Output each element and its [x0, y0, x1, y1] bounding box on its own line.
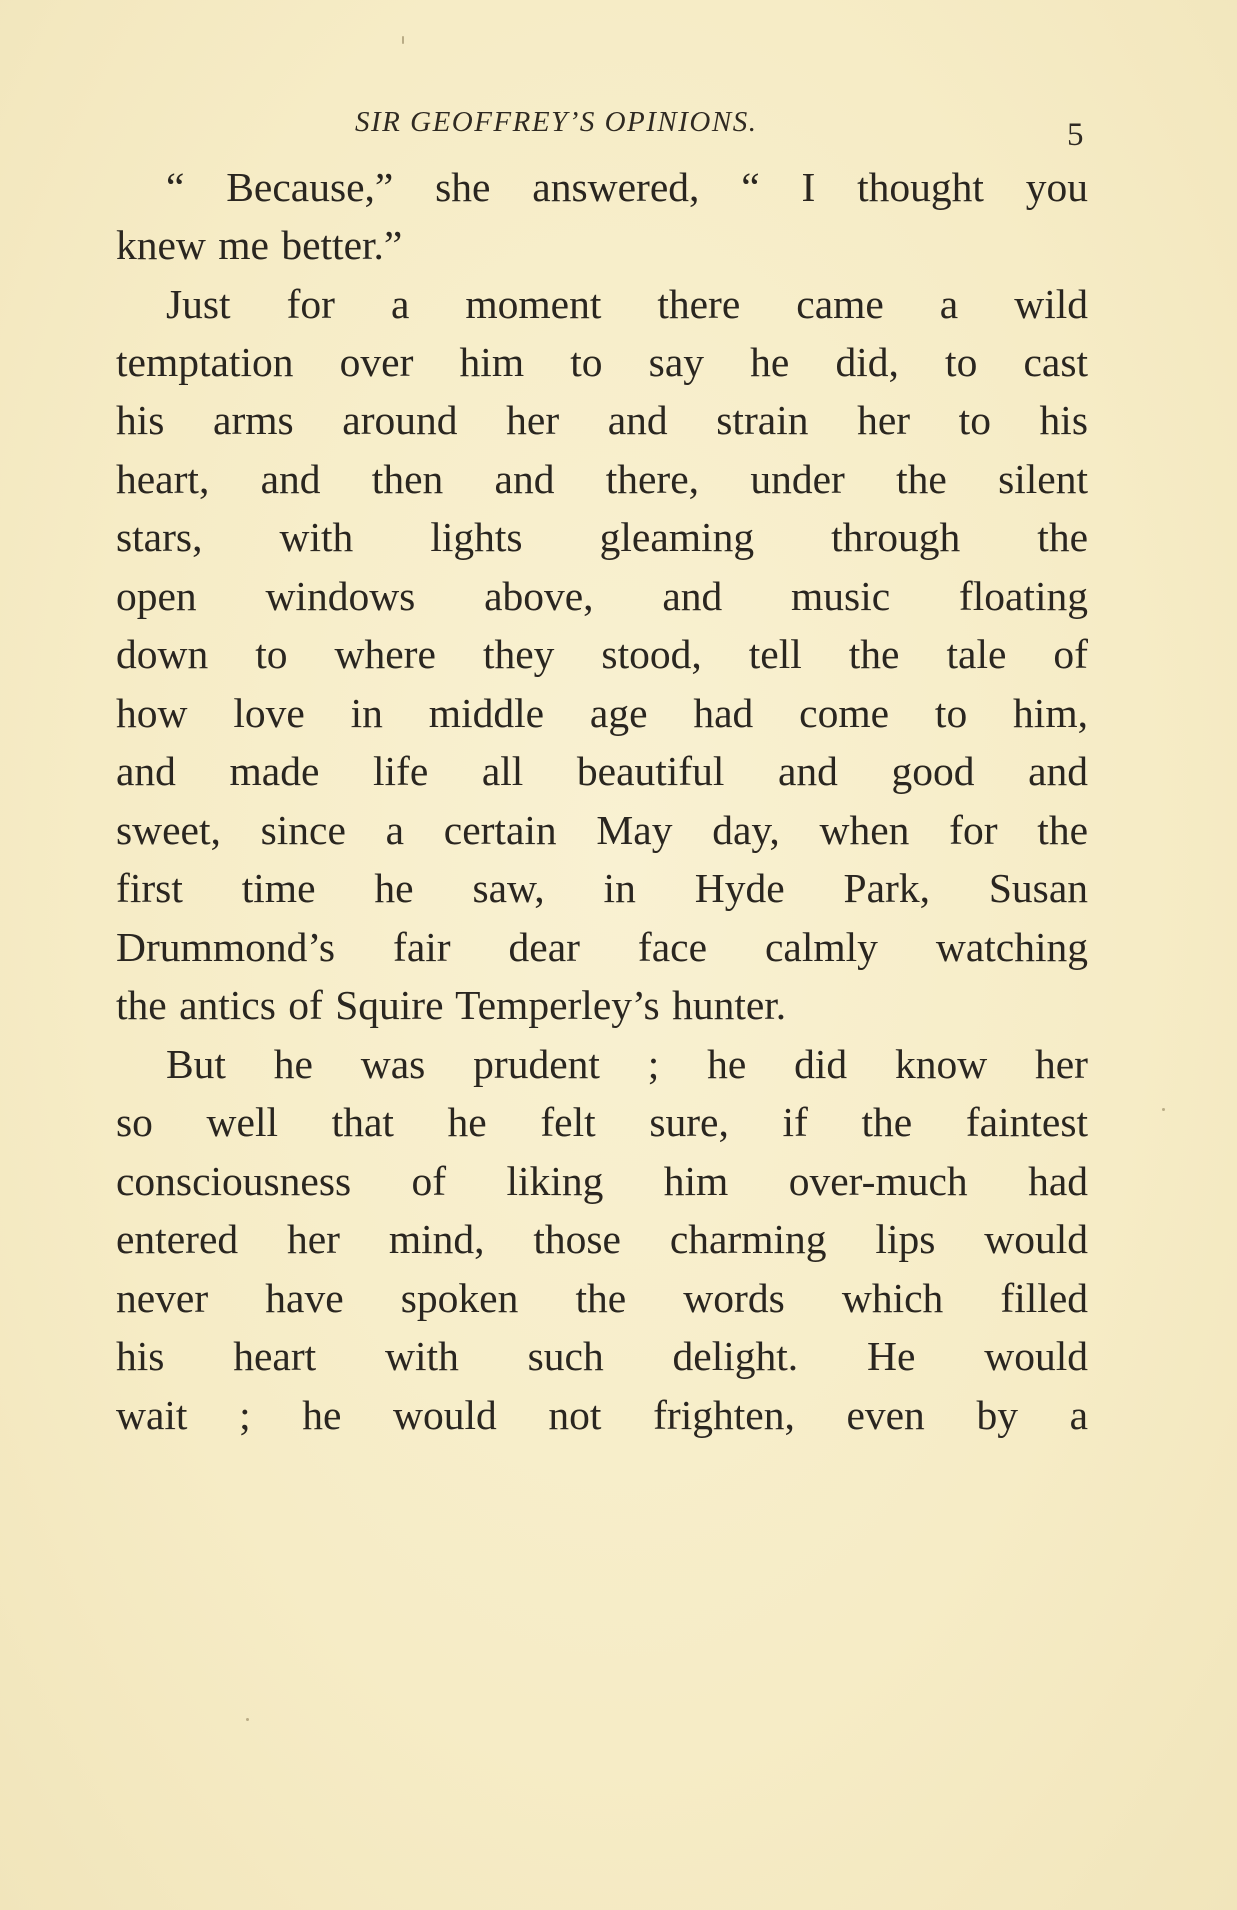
text-line: and made life all beautiful and good and: [116, 748, 1088, 794]
text-line: heart, and then and there, under the silent: [116, 456, 1088, 502]
running-head-title: SIR GEOFFREY’S OPINIONS.: [355, 106, 758, 138]
page-number: 5: [1067, 117, 1084, 153]
text-line: temptation over him to say he did, to cast: [116, 339, 1088, 385]
text-line: his heart with such delight. He would: [116, 1333, 1088, 1379]
text-line: how love in middle age had come to him,: [116, 690, 1088, 736]
text-line: wait ; he would not frighten, even by a: [116, 1392, 1088, 1438]
text-line: stars, with lights gleaming through the: [116, 514, 1088, 560]
text-line: Drummond’s fair dear face calmly watching: [116, 924, 1088, 970]
text-line: Just for a moment there came a wild: [166, 281, 1088, 327]
text-line: the antics of Squire Temperley’s hunter.: [116, 982, 787, 1028]
text-line: “ Because,” she answered, “ I thought you: [166, 164, 1088, 210]
text-line: never have spoken the words which filled: [116, 1275, 1088, 1321]
paper-speck: [246, 1718, 249, 1721]
text-line: his arms around her and strain her to his: [116, 397, 1088, 443]
text-line: knew me better.”: [116, 222, 403, 268]
paper-speck: [402, 36, 404, 44]
text-line: so well that he felt sure, if the faintest: [116, 1099, 1088, 1145]
text-line: first time he saw, in Hyde Park, Susan: [116, 865, 1088, 911]
text-line: open windows above, and music floating: [116, 573, 1088, 619]
text-line: consciousness of liking him over-much had: [116, 1158, 1088, 1204]
text-line: sweet, since a certain May day, when for the: [116, 807, 1088, 853]
text-line: But he was prudent ; he did know her: [166, 1041, 1088, 1087]
text-line: entered her mind, those charming lips would: [116, 1216, 1088, 1262]
text-line: down to where they stood, tell the tale of: [116, 631, 1088, 677]
paper-speck: [1162, 1108, 1165, 1111]
